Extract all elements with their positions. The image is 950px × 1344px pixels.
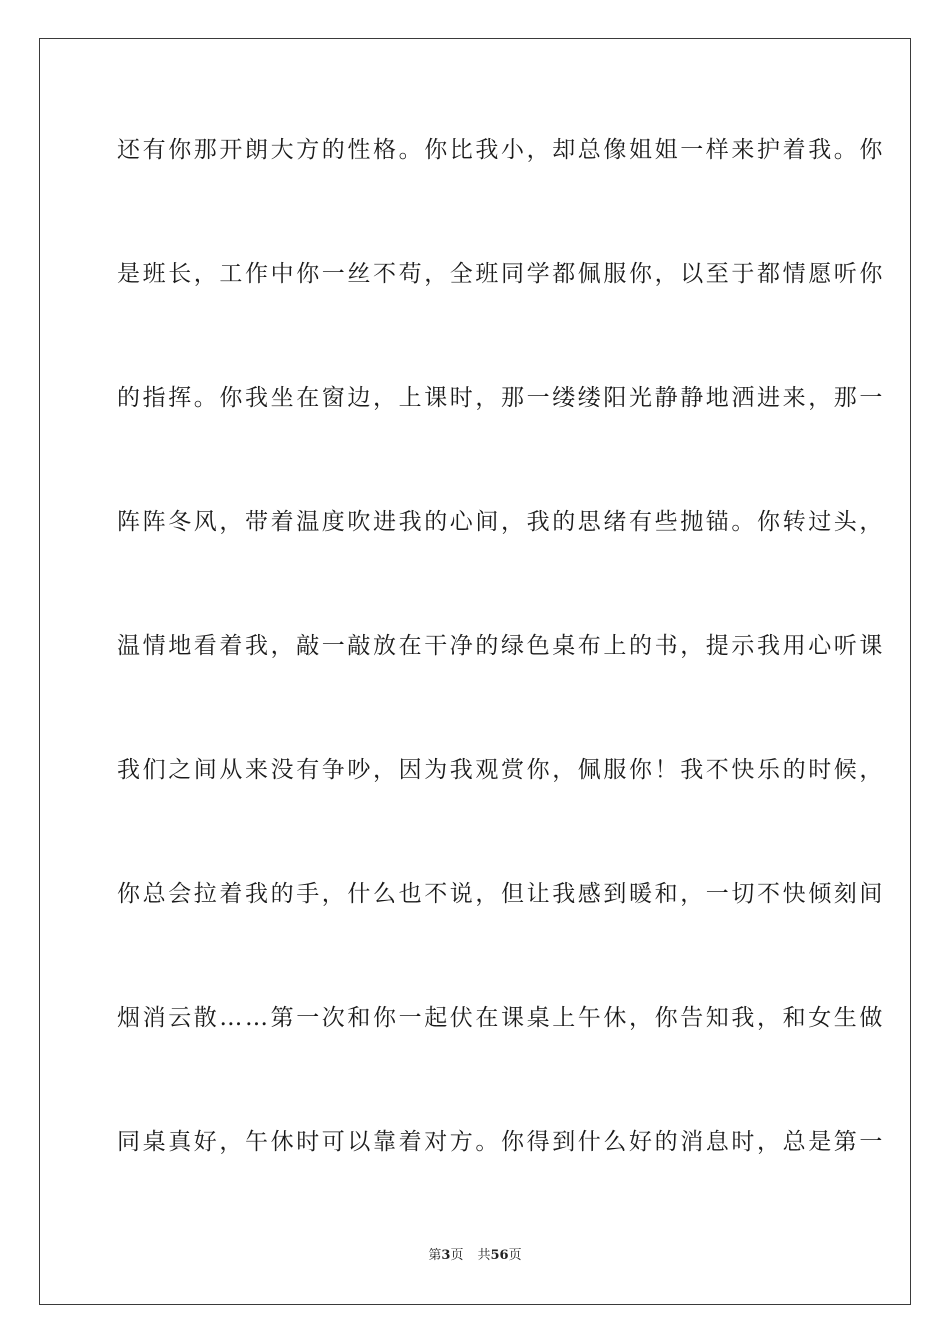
page-prefix: 第 (428, 1248, 442, 1263)
page-footer (0, 1247, 950, 1265)
page-suffix: 页 (450, 1248, 464, 1263)
body-text-line-6: 我们之间从来没有争吵，因为我观赏你，佩服你！我不快乐的时候， (117, 757, 885, 783)
total-suffix: 页 (508, 1248, 522, 1263)
body-text-line-3: 的指挥。你我坐在窗边，上课时，那一缕缕阳光静静地洒进来，那一 (117, 385, 885, 411)
body-text-line-4: 阵阵冬风，带着温度吹进我的心间，我的思绪有些抛锚。你转过头， (117, 509, 885, 535)
body-text-line-9: 同桌真好，午休时可以靠着对方。你得到什么好的消息时，总是第一 (117, 1129, 885, 1155)
body-text-line-5: 温情地看着我，敲一敲放在干净的绿色桌布上的书，提示我用心听课 (117, 633, 885, 659)
total-prefix: 共 (477, 1248, 491, 1263)
body-text-line-2: 是班长，工作中你一丝不苟，全班同学都佩服你，以至于都情愿听你 (117, 261, 885, 287)
total-pages: 56 (490, 1248, 509, 1263)
body-text-line-1: 还有你那开朗大方的性格。你比我小，却总像姐姐一样来护着我。你 (117, 137, 885, 163)
body-text-line-7: 你总会拉着我的手，什么也不说，但让我感到暖和，一切不快倾刻间 (117, 881, 885, 907)
page-border (39, 38, 911, 1305)
page-number: 3 (441, 1248, 451, 1263)
body-text-line-8: 烟消云散……第一次和你一起伏在课桌上午休，你告知我，和女生做 (117, 1005, 885, 1031)
